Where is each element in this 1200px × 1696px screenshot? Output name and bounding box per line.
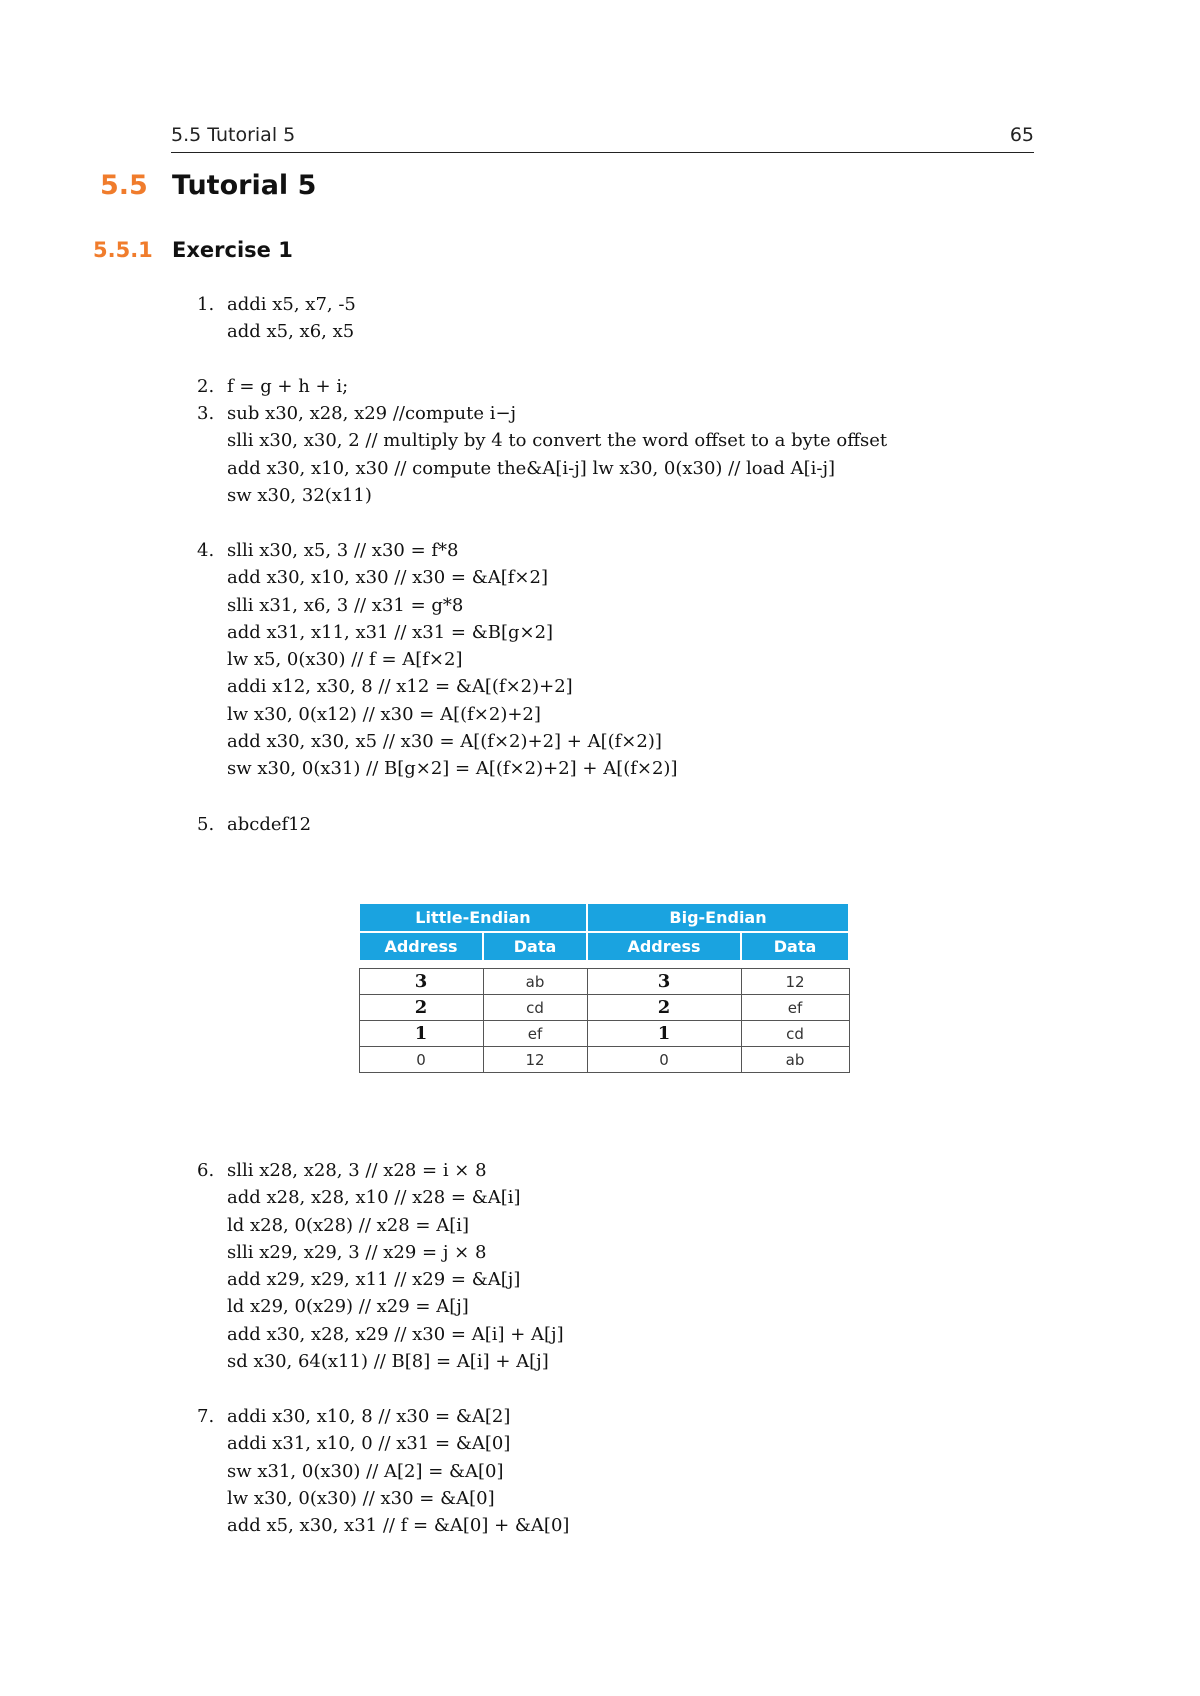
code-line: sd x30, 64(x11) // B[8] = A[i] + A[j]	[227, 1351, 549, 1373]
code-line: sw x30, 32(x11)	[227, 484, 372, 506]
code-line: addi x30, x10, 8 // x30 = &A[2]	[227, 1406, 511, 1427]
endian-table	[358, 902, 848, 1073]
code-line: add x31, x11, x31 // x31 = &B[g×2]	[227, 621, 554, 643]
table-cell: 0	[359, 1047, 483, 1073]
table-cell: 1	[359, 1021, 483, 1047]
table-cell: ef	[483, 1021, 587, 1047]
code-line: add x30, x10, x30 // x30 = &A[f×2]	[227, 567, 548, 589]
column-header: Data	[483, 932, 587, 961]
code-line: lw x30, 0(x12) // x30 = A[(f×2)+2]	[227, 703, 541, 725]
big-endian-header: Big-Endian	[587, 903, 849, 932]
table-cell: ef	[741, 995, 849, 1021]
list-item	[197, 373, 348, 400]
table-cell: 2	[359, 995, 483, 1021]
little-endian-header: Little-Endian	[359, 903, 587, 932]
table-row	[359, 995, 849, 1021]
code-line: add x30, x28, x29 // x30 = A[i] + A[j]	[227, 1323, 564, 1345]
spacer-cell	[359, 961, 849, 969]
endian-group-header-row	[359, 903, 849, 932]
table-cell: cd	[741, 1021, 849, 1047]
code-lines	[227, 1403, 569, 1539]
code-line: slli x31, x6, 3 // x31 = g*8	[227, 594, 464, 616]
code-line: sw x31, 0(x30) // A[2] = &A[0]	[227, 1460, 504, 1482]
list-item-number: 1.	[197, 294, 215, 315]
subsection-heading	[93, 238, 293, 262]
column-header: Address	[359, 932, 483, 961]
table-cell: 3	[359, 969, 483, 995]
code-line: abcdef12	[227, 814, 312, 835]
list-item	[197, 400, 887, 509]
code-line: add x30, x30, x5 // x30 = A[(f×2)+2] + A[(f×2)]	[227, 731, 662, 753]
table-cell: 12	[741, 969, 849, 995]
column-header: Data	[741, 932, 849, 961]
code-line: add x29, x29, x11 // x29 = &A[j]	[227, 1269, 521, 1291]
code-line: add x28, x28, x10 // x28 = &A[i]	[227, 1187, 521, 1209]
code-line: f = g + h + i;	[227, 376, 349, 397]
table-cell: 2	[587, 995, 741, 1021]
code-lines	[227, 291, 356, 346]
code-line: sub x30, x28, x29 //compute i−j	[227, 403, 517, 424]
list-item-number: 3.	[197, 403, 215, 424]
code-line: add x5, x30, x31 // f = &A[0] + &A[0]	[227, 1515, 570, 1537]
table-cell: ab	[483, 969, 587, 995]
list-item-number: 4.	[197, 540, 215, 561]
code-line: lw x30, 0(x30) // x30 = &A[0]	[227, 1487, 495, 1509]
code-line: slli x28, x28, 3 // x28 = i × 8	[227, 1160, 487, 1181]
code-line: slli x30, x30, 2 // multiply by 4 to convert the word offset to a byte offset	[227, 430, 888, 452]
table-cell: 3	[587, 969, 741, 995]
code-line: ld x29, 0(x29) // x29 = A[j]	[227, 1296, 469, 1318]
list-item	[197, 811, 311, 838]
list-item-number: 5.	[197, 814, 215, 835]
code-line: add x5, x6, x5	[227, 321, 355, 343]
section-title: Tutorial 5	[172, 170, 317, 201]
running-header-title: 5.5 Tutorial 5	[171, 124, 296, 146]
list-item-number: 6.	[197, 1160, 215, 1181]
table-row	[359, 969, 849, 995]
table-cell: cd	[483, 995, 587, 1021]
code-line: sw x30, 0(x31) // B[g×2] = A[(f×2)+2] + A[(f×2)]	[227, 758, 678, 780]
column-header: Address	[587, 932, 741, 961]
code-line: addi x5, x7, -5	[227, 294, 356, 315]
list-item	[197, 1157, 564, 1375]
code-lines	[227, 1157, 564, 1375]
list-item	[197, 537, 677, 783]
table-cell: ab	[741, 1047, 849, 1073]
list-item	[197, 1403, 569, 1539]
table-cell: 1	[587, 1021, 741, 1047]
table-cell: 0	[587, 1047, 741, 1073]
code-lines	[227, 811, 311, 838]
code-line: lw x5, 0(x30) // f = A[f×2]	[227, 649, 463, 671]
running-header	[171, 122, 1034, 153]
code-lines	[227, 537, 677, 783]
list-item-number: 7.	[197, 1406, 215, 1427]
code-line: addi x31, x10, 0 // x31 = &A[0]	[227, 1433, 511, 1455]
code-line: add x30, x10, x30 // compute the&A[i-j] lw x30, 0(x30) // load A[i-j]	[227, 457, 836, 479]
table-spacer	[359, 961, 849, 969]
section-number: 5.5	[100, 170, 148, 201]
endian-column-header-row	[359, 932, 849, 961]
code-line: slli x30, x5, 3 // x30 = f*8	[227, 540, 459, 561]
code-line: ld x28, 0(x28) // x28 = A[i]	[227, 1214, 470, 1236]
subsection-title: Exercise 1	[172, 238, 293, 262]
list-item	[197, 291, 356, 346]
table-cell: 12	[483, 1047, 587, 1073]
table-row	[359, 1047, 849, 1073]
subsection-number: 5.5.1	[93, 238, 153, 262]
code-line: addi x12, x30, 8 // x12 = &A[(f×2)+2]	[227, 676, 573, 698]
code-lines	[227, 373, 348, 400]
list-item-number: 2.	[197, 376, 215, 397]
table-row	[359, 1021, 849, 1047]
endian-table-grid	[358, 902, 850, 1073]
code-lines	[227, 400, 887, 509]
section-heading	[100, 170, 316, 201]
page-number: 65	[1009, 124, 1034, 146]
code-line: slli x29, x29, 3 // x29 = j × 8	[227, 1241, 487, 1263]
